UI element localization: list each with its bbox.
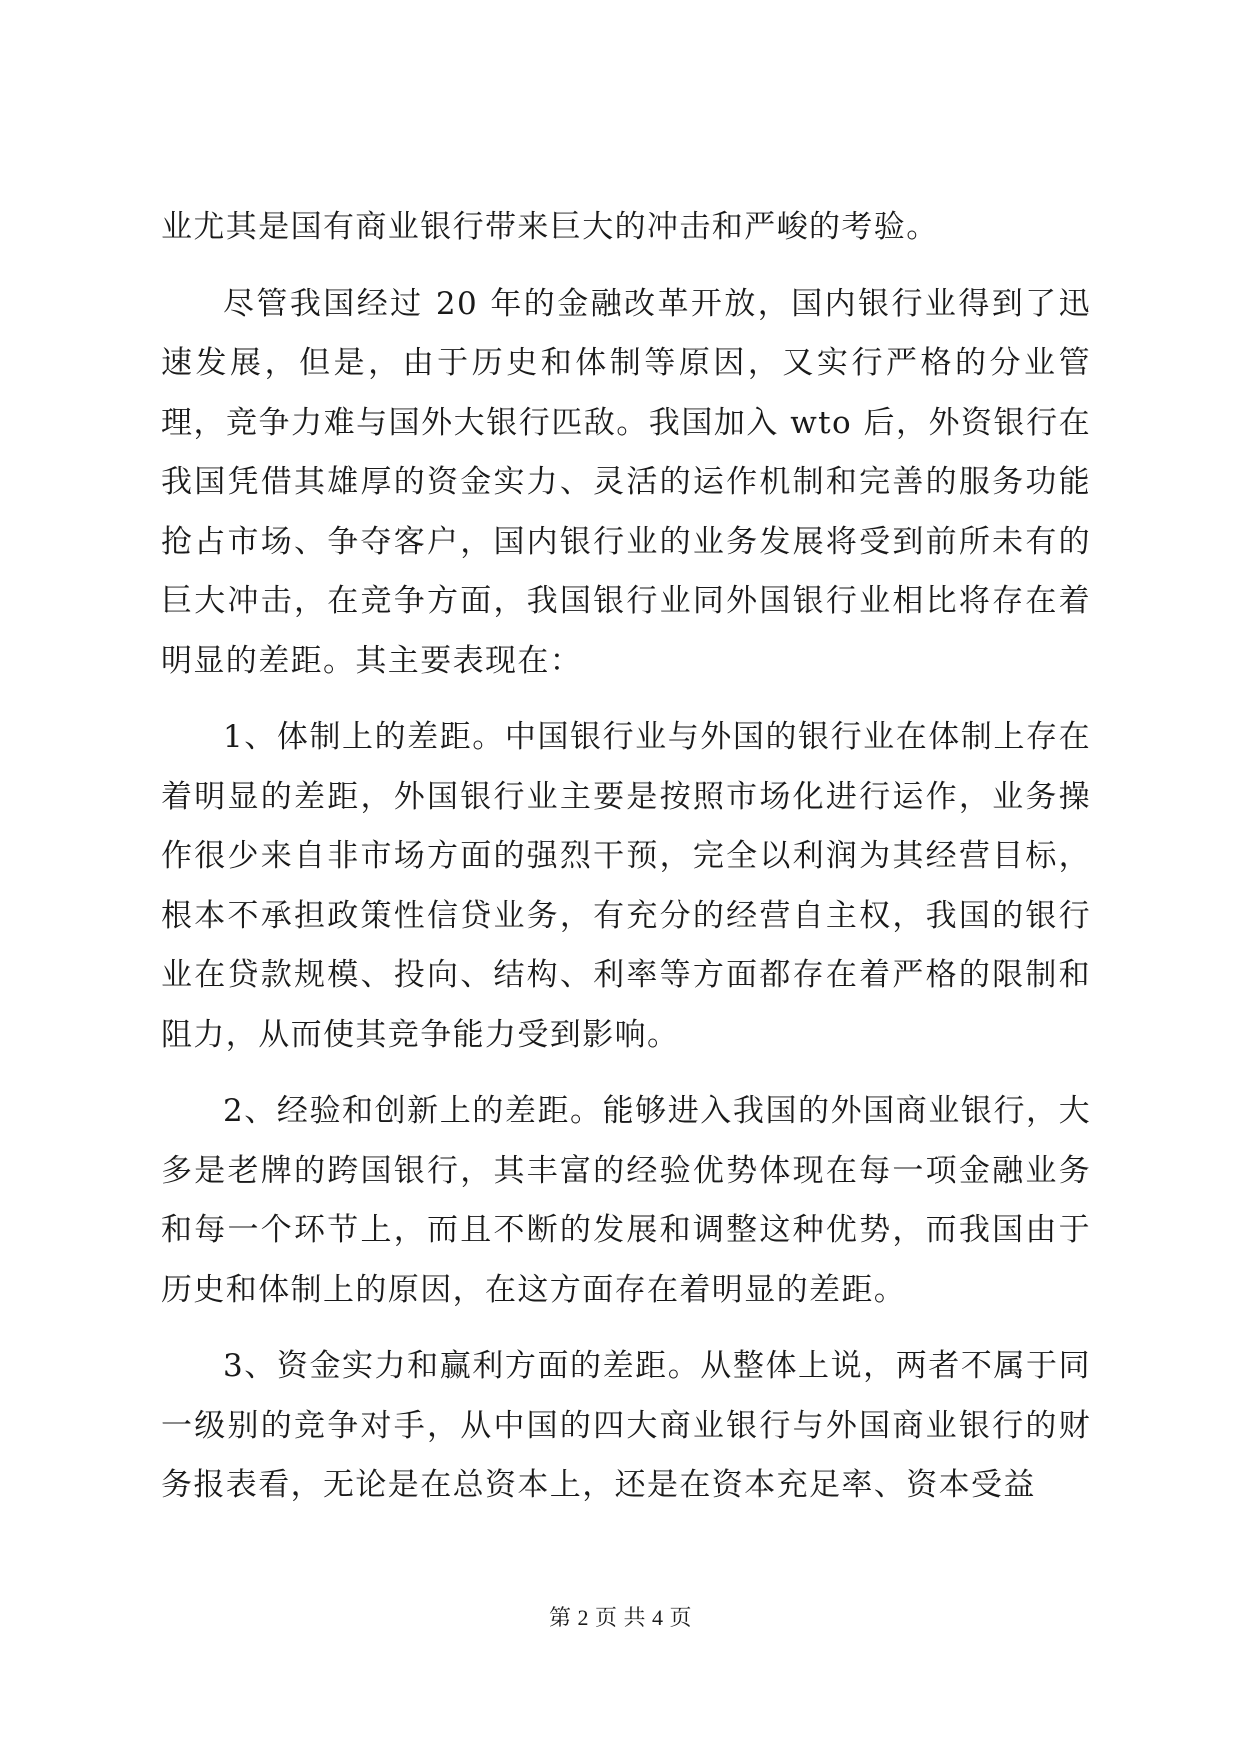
paragraph-point-2: 2、经验和创新上的差距。能够进入我国的外国商业银行，大多是老牌的跨国银行，其丰富的经验优势体现在每一项金融业务和每一个环节上，而且不断的发展和调整这种优势，而我国由于历史和体制上的原因，在这方面存在着明显的差距。 [161, 1093, 1091, 1308]
document-body [161, 198, 1091, 1516]
paragraph-point-1: 1、体制上的差距。中国银行业与外国的银行业在体制上存在着明显的差距，外国银行业主要是按照市场化进行运作，业务操作很少来自非市场方面的强烈干预，完全以利润为其经营目标，根本不承担政策性信贷业务，有充分的经营自主权，我国的银行业在贷款规模、投向、结构、利率等方面都存在着严格的限制和阻力，从而使其竞争能力受到影响。 [161, 719, 1091, 1053]
paragraph-intro: 尽管我国经过 20 年的金融改革开放，国内银行业得到了迅速发展，但是，由于历史和体制等原因，又实行严格的分业管理，竞争力难与国外大银行匹敌。我国加入 wto 后，外资银行在我国凭借其雄厚的资金实力、灵活的运作机制和完善的服务功能抢占市场、争夺客户，国内银行业的业务发展将受到前所未有的巨大冲击，在竞争方面，我国银行业同外国银行业相比将存在着明显的差距。其主要表现在： [161, 285, 1091, 679]
paragraph-continuation: 业尤其是国有商业银行带来巨大的冲击和严峻的考验。 [161, 209, 939, 245]
paragraph-point-3: 3、资金实力和赢利方面的差距。从整体上说，两者不属于同一级别的竞争对手，从中国的四大商业银行与外国商业银行的财务报表看，无论是在总资本上，还是在资本充足率、资本受益 [161, 1348, 1091, 1503]
page-number-footer: 第 2 页 共 4 页 [548, 1605, 692, 1630]
